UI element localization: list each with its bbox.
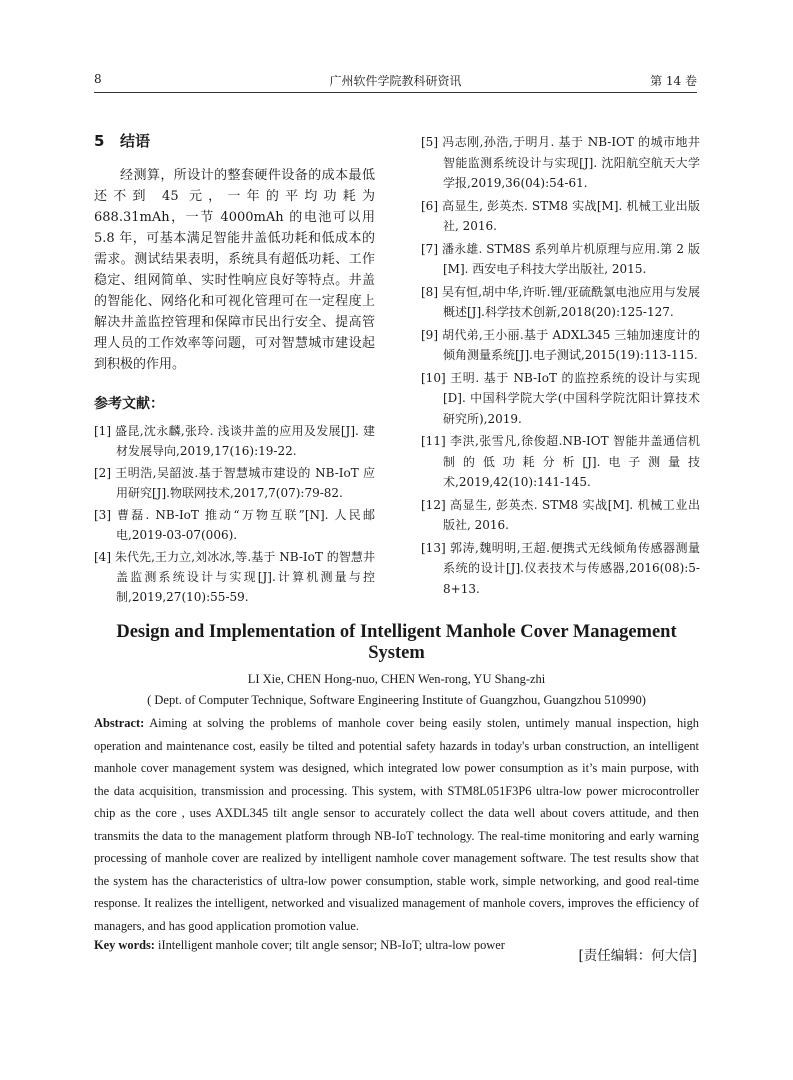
reference-item: [12] 高显生, 彭英杰. STM8 实战[M]. 机械工业出版社, 2016. [421, 497, 700, 532]
page-number: 8 [94, 72, 102, 86]
section-heading [94, 130, 375, 151]
running-header [94, 70, 697, 93]
reference-item: [4] 朱代先,王力立,刘冰冰,等.基于 NB-IoT 的智慧井盖监测系统设计与实现[J].计算机测量与控制,2019,27(10):55-59. [94, 550, 375, 604]
keywords-label: Key words: [94, 938, 155, 952]
responsible-editor: [责任编辑：何大信] [578, 948, 697, 964]
english-abstract [94, 712, 699, 937]
reference-item: [13] 郭涛,魏明明,王超.便携式无线倾角传感器测量系统的设计[J].仪表技术与传感器,2016(08):5-8+13. [421, 540, 700, 596]
reference-item: [3] 曹磊. NB-IoT 推动“万物互联”[N]. 人民邮电,2019-03-07(006). [94, 508, 375, 542]
references-heading: 参考文献： [94, 396, 164, 412]
reference-item: [11] 李洪,张雪凡,徐俊超.NB-IOT 智能井盖通信机制的低功耗分析[J].电子测量技术,2019,42(10):141-145. [421, 434, 700, 489]
section-number: 5 [94, 132, 105, 150]
reference-item: [8] 吴有恒,胡中华,许昕.锂/亚硫酰氯电池应用与发展概述[J].科学技术创新,2018(20):125-127. [421, 284, 700, 319]
english-authors: LI Xie, CHEN Hong-nuo, CHEN Wen-rong, YU Shang-zhi [247, 672, 546, 686]
reference-item: [5] 冯志刚,孙浩,于明月. 基于 NB-IOT 的城市地井智能监测系统设计与实现[J]. 沈阳航空航天大学学报,2019,36(04):54-61. [421, 135, 700, 190]
section-title: 结语 [120, 132, 151, 150]
reference-item: [7] 潘永雄. STM8S 系列单片机原理与应用.第 2 版[M]. 西安电子科技大学出版社, 2015. [421, 241, 700, 276]
left-column [94, 130, 375, 609]
keywords-text: iIntelligent manhole cover; tilt angle sensor; NB-IoT; ultra-low power [158, 938, 505, 952]
right-column [421, 132, 700, 601]
reference-item: [10] 王明. 基于 NB-IoT 的监控系统的设计与实现[D]. 中国科学院大学(中国科学院沈阳计算技术研究所),2019. [421, 370, 700, 426]
english-title: Design and Implementation of Intelligent Manhole Cover Management System [116, 622, 677, 663]
volume-label: 第 14 卷 [650, 74, 697, 88]
reference-item: [9] 胡代弟,王小丽.基于 ADXL345 三轴加速度计的倾角测量系统[J].电子测试,2015(19):113-115. [421, 327, 700, 362]
abstract-text: Aiming at solving the problems of manhole cover being easily stolen, untimely manual inspection, high operation and maintenance cost, easily be tilted and potential safety hazards in today's urban construction, an intelligent manhole cover management system was designed, which integrated low power consumption as it’s main purpose, with the data acquisition, transmission and processing. This system, with STM8L051F3P6 ultra-low power microcontroller chip as the core , uses AXDL345 tilt angle sensor to accurately collect the data well about covers attitude, and then transmits the data to the management platform through NB-IoT technology. The real-time monitoring and early warning processing of manhole cover are realized by intelligent namhole cover management software. The test results show that the system has the characteristics of ultra-low power consumption, stable work, simple networking, and good real-time response. It realizes the intelligent, networked and visualized management of manhole covers, improves the efficiency of managers, and has good application promotion value. [94, 716, 699, 933]
journal-name: 广州软件学院教科研资讯 [329, 74, 462, 88]
english-abstract-section [94, 622, 699, 953]
english-affiliation: ( Dept. of Computer Technique, Software Engineering Institute of Guangzhou, Guangzhou 510990) [147, 693, 646, 707]
reference-item: [1] 盛昆,沈永麟,张玲. 浅谈井盖的应用及发展[J]. 建材发展导向,2019,17(16):19-22. [94, 424, 375, 458]
conclusion-paragraph: 经测算，所设计的整套硬件设备的成本最低还不到 45 元，一年的平均功耗为 688.31mAh，一节 4000mAh 的电池可以用 5.8 年，可基本满足智能井盖低功耗和低成本的需求。测试结果表明，系统具有超低功耗、工作稳定、组网简单、实时性响应良好等特点。井盖的智能化、网络化和可视化管理可在一定程度上解决井盖监控管理和保障市民出行安全、提高管理人员的工作效率等问题，可对智慧城市建设起到积极的作用。 [94, 168, 375, 372]
abstract-label: Abstract: [94, 716, 145, 730]
reference-item: [6] 高显生, 彭英杰. STM8 实战[M]. 机械工业出版社, 2016. [421, 198, 700, 233]
reference-item: [2] 王明浩,吴韶波.基于智慧城市建设的 NB-IoT 应用研究[J].物联网技术,2017,7(07):79-82. [94, 466, 375, 500]
